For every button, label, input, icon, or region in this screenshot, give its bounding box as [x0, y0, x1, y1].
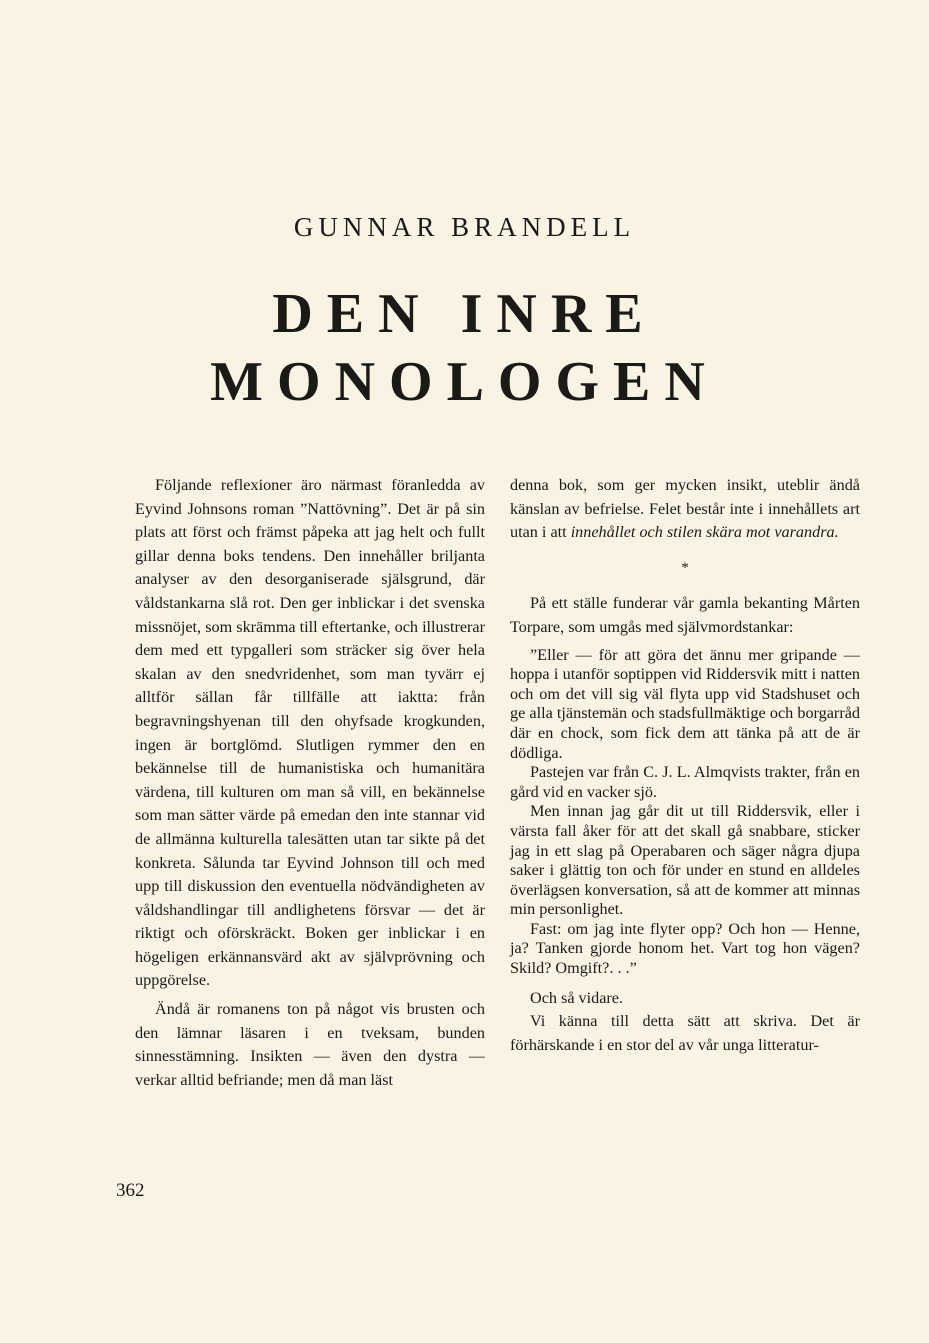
quote-paragraph: Fast: om jag inte flyter opp? Och hon — Henne, ja? Tanken gjorde honom het. Vart tog hon vägen? Skild? Omgift?. . .”	[510, 919, 860, 978]
paragraph: Och så vidare.	[530, 988, 624, 1007]
quote-paragraph: ”Eller — för att göra det ännu mer gripande — hoppa i utanför soptippen vid Riddersvik mitt i natten och om det vill sig väl flyta upp vid Stadshuset och ge alla tjänstemän och stadsfullmäktige och borgarråd där en chock, som fick dem att tänka på att de är dödliga.	[510, 645, 860, 762]
section-separator: *	[681, 559, 689, 576]
author-name: GUNNAR BRANDELL	[293, 212, 636, 242]
emphasized-text: innehållet och stilen skära mot varandra.	[570, 523, 839, 542]
paragraph: Ändå är romanens ton på något vis brusten och den lämnar läsaren i en tveksam, bunden sinnesstämning. Insikten — även den dystra — verkar alltid befriande; men då man läst	[135, 1000, 485, 1089]
paragraph: Vi känna till detta sätt att skriva. Det är förhärskande i en stor del av vår unga litteratur-	[510, 1012, 860, 1054]
paragraph: På ett ställe funderar vår gamla bekanting Mårten Torpare, som umgås med självmordstankar:	[510, 594, 860, 636]
right-column	[510, 474, 860, 1057]
page-number: 362	[116, 1180, 145, 1201]
paragraph: Följande reflexioner äro närmast föranledda av Eyvind Johnsons roman ”Nattövning”. Det är på sin plats att först och främst påpeka att jag helt och fullt gillar denna boks tendens. Den innehåller briljanta analyser av den desorganiserade själsgrund, där våldstankarna slå rot. Den ger inblickar i det svenska missnöjet, som skrämma till eftertanke, och illustrerar dem med ett typgalleri som sträcker sig över hela skalan av den snedvridenhet, som man tyvärr ej alltför sällan får tillfälle att iaktta: från begravningshyenan till den ohyfsade krogkunden, ingen är bortglömd. Slutligen rymmer den en bekännelse till de humanistiska och humanitära värdena, till kulturen om man så vill, en bekännelse som man sätter värde på emedan den inte stannar vid de allmänna kulturella talesätten utan tar sikte på det konkreta. Sålunda tar Eyvind Johnson till och med upp till diskussion den eventuella nödvändigheten av våldshandlingar till andlighetens försvar — det är riktigt och oförskräckt. Boken ger inblickar i en högeligen erkännansvärd akt av självprövning och uppgörelse.	[135, 476, 485, 990]
left-column	[135, 474, 485, 1092]
paragraph	[510, 474, 860, 545]
title-line-1: DEN INRE	[272, 283, 657, 345]
paragraph-text: denna bok, som ger mycken insikt, uteblir ändå känslan av befrielse. Felet består inte i innehållets art utan i att	[510, 476, 860, 542]
title-line-2: MONOLOGEN	[210, 351, 719, 413]
quote-paragraph: Men innan jag går dit ut till Riddersvik, eller i värsta fall åker för att det skall gå snabbare, sticker jag in ett slag på Operabaren och säger några djupa saker i glättig ton och för under en stund en alldeles överlägsen konversation, så att de kommer att minnas min personlighet.	[510, 802, 860, 919]
quote-paragraph: Pastejen var från C. J. L. Almqvists trakter, från en gård vid en vacker sjö.	[510, 763, 860, 801]
